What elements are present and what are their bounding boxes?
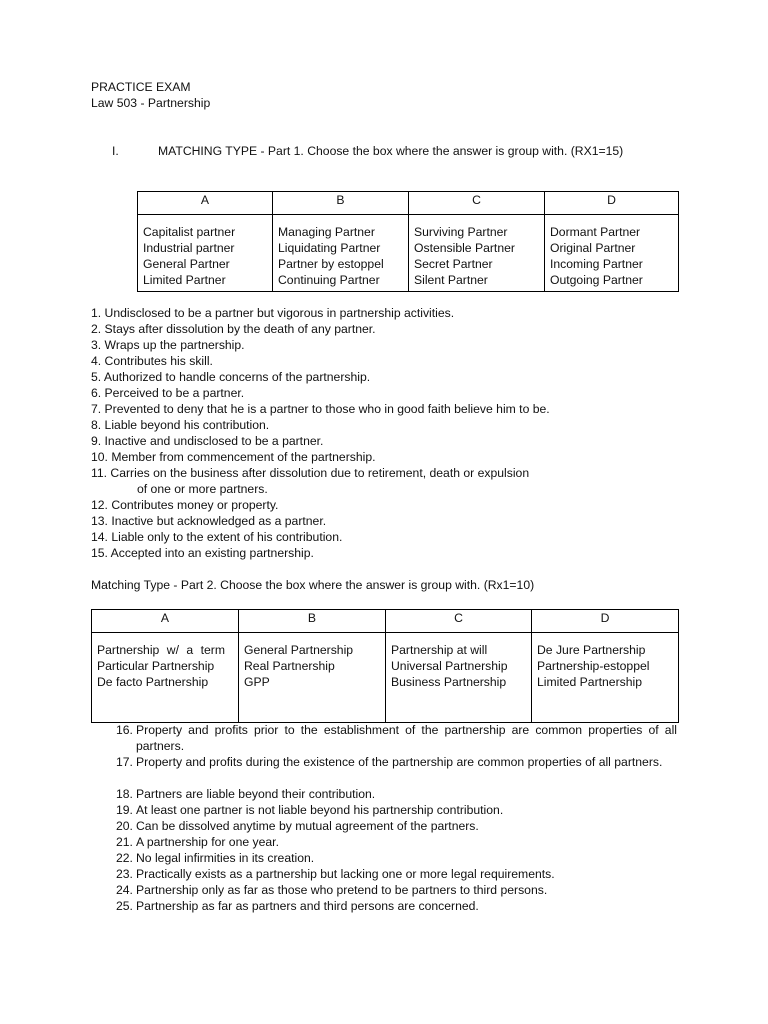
- question-item: [116, 818, 677, 834]
- question-item: [116, 834, 677, 850]
- table2-cell: Partnership at will: [391, 643, 488, 657]
- table1-header-c: C: [409, 192, 545, 215]
- question-text: Property and profits prior to the establishment of the partnership are common properties of all partners.: [136, 723, 677, 753]
- table2-column-a: [92, 633, 239, 723]
- question-item-continuation: of one or more partners.: [137, 482, 268, 496]
- matching-table-part2: [91, 609, 679, 723]
- table2-column-c: [386, 633, 532, 723]
- question-item: [116, 786, 677, 802]
- table1-cell: Industrial partner: [143, 241, 235, 255]
- table1-cell: General Partner: [143, 257, 230, 271]
- table2-cell: Limited Partnership: [537, 675, 642, 689]
- question-item: [116, 754, 677, 770]
- question-item: 4. Contributes his skill.: [91, 354, 213, 368]
- table1-cell: Surviving Partner: [414, 225, 508, 239]
- table2-column-b: [239, 633, 386, 723]
- exam-title: PRACTICE EXAM: [91, 80, 191, 94]
- table1-cell: Continuing Partner: [278, 273, 380, 287]
- question-item: 1. Undisclosed to be a partner but vigorous in partnership activities.: [91, 306, 455, 320]
- exam-subtitle: Law 503 - Partnership: [91, 96, 211, 110]
- question-number: 17.: [116, 755, 133, 769]
- table2-cell: Universal Partnership: [391, 659, 508, 673]
- question-number: 22.: [116, 851, 133, 865]
- question-number: 18.: [116, 787, 133, 801]
- table1-column-c: [409, 215, 545, 292]
- section2-instruction: Matching Type - Part 2. Choose the box where the answer is group with. (Rx1=10): [91, 578, 535, 592]
- question-text: Partnership as far as partners and third persons are concerned.: [136, 899, 479, 913]
- table1-header-b: B: [273, 192, 409, 215]
- question-item: 5. Authorized to handle concerns of the partnership.: [91, 370, 371, 384]
- question-number: 19.: [116, 803, 133, 817]
- question-text: Property and profits during the existence of the partnership are common properties of all partners.: [136, 755, 663, 769]
- question-item: 11. Carries on the business after dissolution due to retirement, death or expulsion: [91, 466, 530, 480]
- table1-cell: Outgoing Partner: [550, 273, 643, 287]
- table2-cell: Partnership w/ a term: [97, 643, 225, 657]
- table1-cell: Secret Partner: [414, 257, 493, 271]
- table1-cell: Limited Partner: [143, 273, 226, 287]
- table2-cell: De facto Partnership: [97, 675, 209, 689]
- table2-cell: Particular Partnership: [97, 659, 215, 673]
- question-text: At least one partner is not liable beyond his partnership contribution.: [136, 803, 504, 817]
- table2-cell: Real Partnership: [244, 659, 335, 673]
- question-item: 3. Wraps up the partnership.: [91, 338, 245, 352]
- question-item: 2. Stays after dissolution by the death of any partner.: [91, 322, 376, 336]
- table1-column-a: [138, 215, 273, 292]
- question-item: 14. Liable only to the extent of his contribution.: [91, 530, 343, 544]
- table1-cell: Liquidating Partner: [278, 241, 381, 255]
- question-item: [116, 722, 677, 754]
- question-number: 25.: [116, 899, 133, 913]
- table1-cell: Incoming Partner: [550, 257, 643, 271]
- table2-cell: General Partnership: [244, 643, 354, 657]
- table1-header-a: A: [138, 192, 273, 215]
- table1-cell: Managing Partner: [278, 225, 375, 239]
- question-text: Can be dissolved anytime by mutual agreement of the partners.: [136, 819, 479, 833]
- question-item: 6. Perceived to be a partner.: [91, 386, 245, 400]
- table1-column-d: [545, 215, 679, 292]
- question-text: A partnership for one year.: [136, 835, 279, 849]
- question-text: No legal infirmities in its creation.: [136, 851, 315, 865]
- question-item: [116, 802, 677, 818]
- question-item: 12. Contributes money or property.: [91, 498, 279, 512]
- table2-header-b: B: [239, 610, 386, 633]
- question-number: 21.: [116, 835, 133, 849]
- question-number: 20.: [116, 819, 133, 833]
- table2-cell: De Jure Partnership: [537, 643, 646, 657]
- table2-cell: Partnership-estoppel: [537, 659, 650, 673]
- matching-table-part1: [137, 191, 679, 292]
- table2-cell: Business Partnership: [391, 675, 507, 689]
- table2-cell: GPP: [244, 675, 270, 689]
- question-item: 10. Member from commencement of the partnership.: [91, 450, 376, 464]
- question-text: Partnership only as far as those who pretend to be partners to third persons.: [136, 883, 548, 897]
- table1-cell: Dormant Partner: [550, 225, 641, 239]
- section-instruction: MATCHING TYPE - Part 1. Choose the box where the answer is group with. (RX1=15): [158, 144, 624, 158]
- table1-header-d: D: [545, 192, 679, 215]
- question-item: [116, 850, 677, 866]
- question-item: [116, 866, 677, 882]
- question-item: 8. Liable beyond his contribution.: [91, 418, 270, 432]
- table2-header-d: D: [532, 610, 679, 633]
- question-number: 16.: [116, 723, 133, 737]
- question-text: Partners are liable beyond their contribution.: [136, 787, 376, 801]
- question-number: 23.: [116, 867, 133, 881]
- question-text: Practically exists as a partnership but lacking one or more legal requirements.: [136, 867, 555, 881]
- table1-column-b: [273, 215, 409, 292]
- question-item: 15. Accepted into an existing partnership.: [91, 546, 314, 560]
- question-item: 13. Inactive but acknowledged as a partner.: [91, 514, 327, 528]
- table2-header-c: C: [386, 610, 532, 633]
- table2-column-d: [532, 633, 679, 723]
- table2-header-a: A: [92, 610, 239, 633]
- section-number: I.: [112, 144, 119, 158]
- question-item: 7. Prevented to deny that he is a partner to those who in good faith believe him to be.: [91, 402, 550, 416]
- table1-cell: Original Partner: [550, 241, 636, 255]
- question-item: 9. Inactive and undisclosed to be a partner.: [91, 434, 324, 448]
- question-item: [116, 882, 677, 898]
- question-item: [116, 898, 677, 914]
- question-number: 24.: [116, 883, 133, 897]
- table1-cell: Ostensible Partner: [414, 241, 515, 255]
- table1-cell: Partner by estoppel: [278, 257, 384, 271]
- table1-cell: Silent Partner: [414, 273, 488, 287]
- table1-cell: Capitalist partner: [143, 225, 236, 239]
